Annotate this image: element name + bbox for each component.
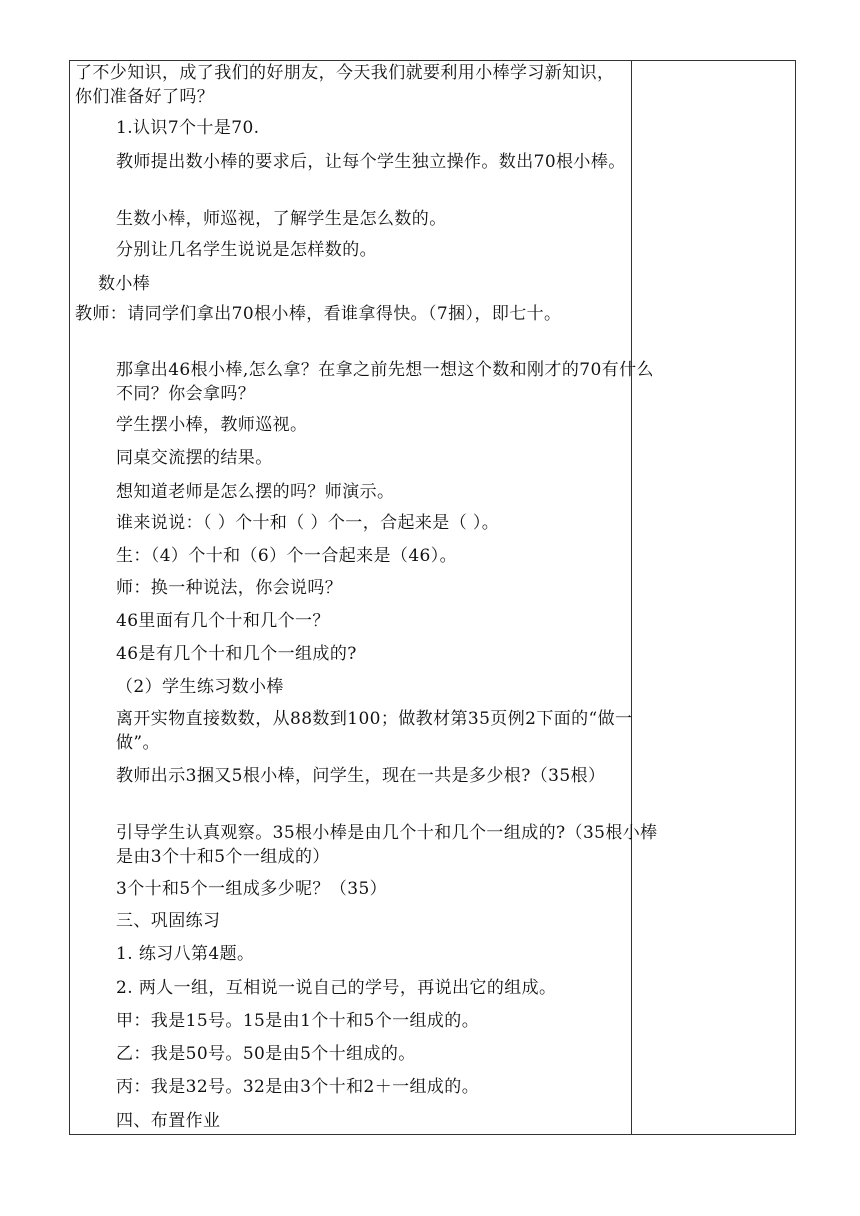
paragraph-teacher-request: 教师提出数小棒的要求后，让每个学生独立操作。数出70根小棒。 <box>116 152 626 172</box>
paragraph-student-answer: 生：（4）个十和（6）个一合起来是（46）。 <box>116 546 458 566</box>
section-heading-homework: 四、布置作业 <box>116 1111 221 1131</box>
lesson-content-cell <box>70 61 658 1134</box>
paragraph-students-explain: 分别让几名学生说说是怎样数的。 <box>116 240 377 260</box>
paragraph-observe-thirty-five: 引导学生认真观察。35根小棒是由几个十和几个一组成的?（35根小棒是由3个十和5个一组成的） <box>116 823 658 867</box>
paragraph-step-1-heading: 1.认识7个十是70. <box>116 118 260 138</box>
paragraph-practice-heading: （2）学生练习数小棒 <box>116 677 284 697</box>
paragraph-three-tens-five-ones: 3个十和5个一组成多少呢？（35） <box>116 879 388 899</box>
paragraph-intro-continued: 了不少知识，成了我们的好朋友，今天我们就要利用小棒学习新知识，你们准备好了吗？ <box>75 63 615 107</box>
paragraph-forty-six-question: 那拿出46根小棒,怎么拿？在拿之前先想一想这个数和刚才的70有什么不同？你会拿吗？ <box>116 360 654 404</box>
lesson-plan-table <box>69 60 796 1135</box>
paragraph-three-bundles: 教师出示3捆又5根小棒，问学生，现在一共是多少根?（35根） <box>116 766 606 786</box>
paragraph-exercise-eight: 1. 练习八第4题。 <box>116 944 255 964</box>
paragraph-forty-six-contains: 46里面有几个十和几个一？ <box>116 611 330 631</box>
paragraph-pair-activity: 2. 两人一组，互相说一说自己的学号，再说出它的组成。 <box>116 978 557 998</box>
paragraph-students-arrange: 学生摆小棒，教师巡视。 <box>116 415 308 435</box>
paragraph-teacher-another-way: 师：换一种说法，你会说吗？ <box>116 578 343 598</box>
paragraph-count-sticks-heading: 数小棒 <box>98 274 151 294</box>
section-heading-consolidation: 三、巩固练习 <box>116 911 221 931</box>
paragraph-teacher-demo: 想知道老师是怎么摆的吗？师演示。 <box>116 482 395 502</box>
paragraph-student-yi: 乙：我是50号。50是由5个十组成的。 <box>116 1044 416 1064</box>
paragraph-teacher-seventy: 教师：请同学们拿出70根小棒，看谁拿得快。（7捆），即七十。 <box>75 304 562 324</box>
paragraph-who-can-say: 谁来说说：（ ）个十和（ ）个一，合起来是（ ）。 <box>116 513 500 533</box>
paragraph-forty-six-composed: 46是有几个十和几个一组成的? <box>116 644 357 664</box>
paragraph-student-jia: 甲：我是15号。15是由1个十和5个一组成的。 <box>116 1011 480 1031</box>
paragraph-desk-exchange: 同桌交流摆的结果。 <box>116 448 273 468</box>
paragraph-count-88-to-100: 离开实物直接数数，从88数到100；做教材第35页例2下面的“做一做”。 <box>116 709 633 753</box>
paragraph-student-bing: 丙：我是32号。32是由3个十和2＋一组成的。 <box>116 1077 480 1097</box>
paragraph-students-count: 生数小棒，师巡视，了解学生是怎么数的。 <box>116 209 447 229</box>
